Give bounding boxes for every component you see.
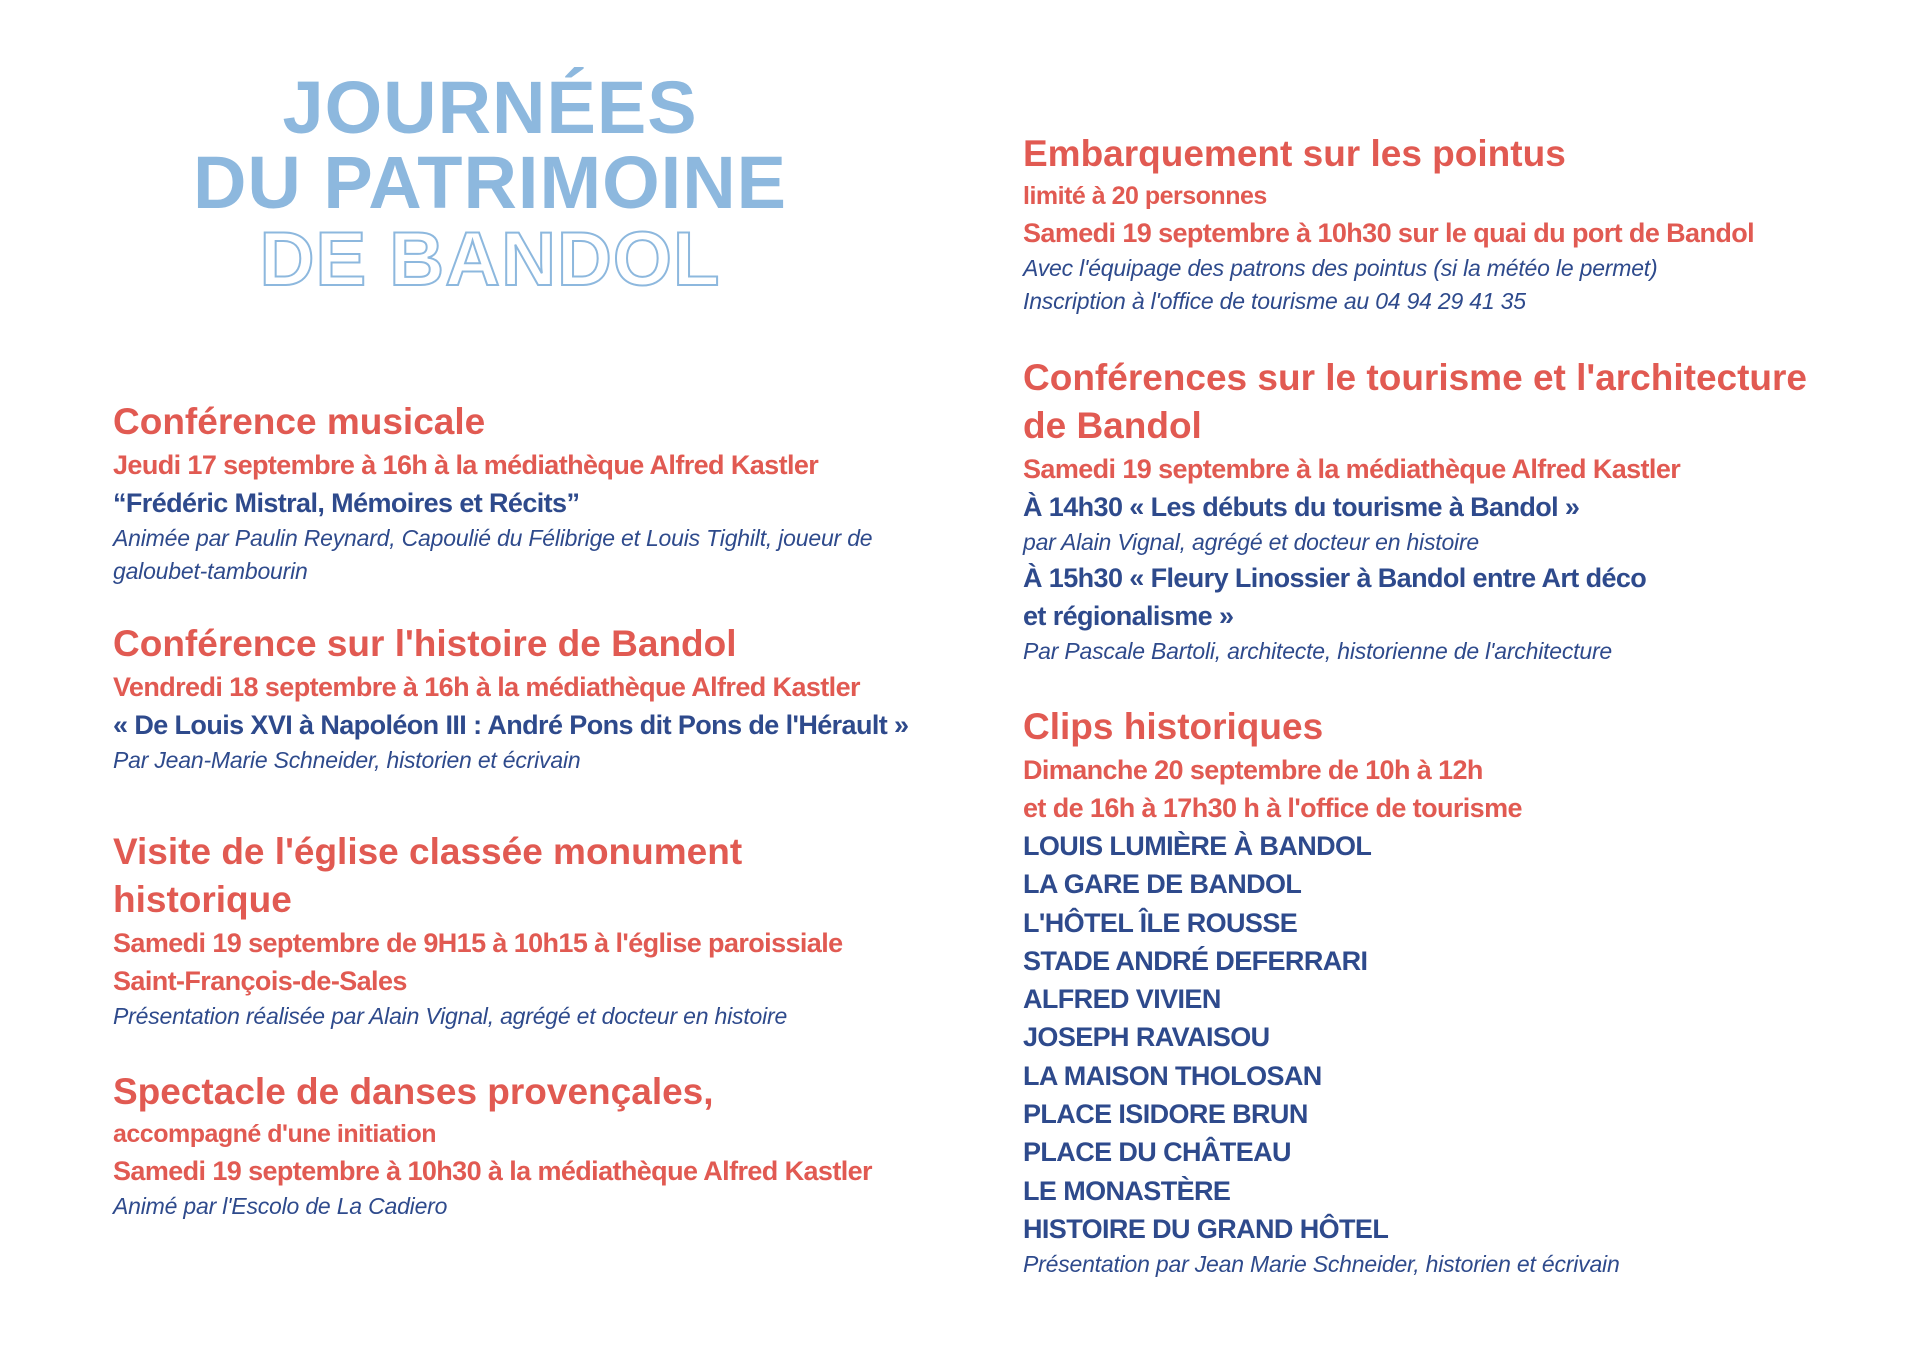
event-description: Inscription à l'office de tourisme au 04 94 29 41 35: [1023, 288, 1526, 314]
title-line-2: DU PATRIMOINE: [192, 141, 787, 225]
event-description: Présentation par Jean Marie Schneider, historien et écrivain: [1023, 1251, 1620, 1278]
clip-item: HISTOIRE DU GRAND HÔTEL: [1023, 1213, 1389, 1244]
event-title: Visite de l'église classée monument: [113, 831, 743, 872]
clip-item: LOUIS LUMIÈRE À BANDOL: [1023, 831, 1372, 861]
event-conferences-tourisme: [1023, 354, 1883, 668]
event-date: Jeudi 17 septembre à 16h à la médiathèque Alfred Kastler: [113, 450, 819, 480]
event-subtitle: accompagné d'une initiation: [113, 1120, 437, 1148]
clip-item: PLACE DU CHÂTEAU: [1023, 1137, 1291, 1168]
event-title: Conférences sur le tourisme et l'architecture: [1023, 357, 1808, 398]
event-description: galoubet-tambourin: [113, 558, 308, 584]
event-embarquement-pointus: [1023, 130, 1883, 318]
event-title: Conférence musicale: [113, 401, 486, 442]
event-visite-eglise: [113, 828, 973, 1033]
talk-description: par Alain Vignal, agrégé et docteur en histoire: [1023, 529, 1480, 555]
event-description: Avec l'équipage des patrons des pointus (si la météo le permet): [1023, 255, 1658, 281]
talk-description: Par Pascale Bartoli, architecte, historienne de l'architecture: [1023, 638, 1613, 664]
event-subtitle: “Frédéric Mistral, Mémoires et Récits”: [113, 488, 580, 518]
event-date: Samedi 19 septembre à 10h30 à la médiathèque Alfred Kastler: [113, 1156, 872, 1186]
event-date: Dimanche 20 septembre de 10h à 12h: [1023, 755, 1483, 785]
event-description: Animé par l'Escolo de La Cadiero: [113, 1193, 448, 1219]
clip-item: STADE ANDRÉ DEFERRARI: [1023, 945, 1368, 976]
event-date: Samedi 19 septembre à 10h30 sur le quai du port de Bandol: [1023, 218, 1755, 248]
clip-item: LE MONASTÈRE: [1023, 1175, 1231, 1206]
title-line-1: JOURNÉES: [282, 66, 698, 149]
clip-item: JOSEPH RAVAISOU: [1023, 1022, 1270, 1053]
event-spectacle-danses: [113, 1068, 973, 1223]
talk-title: À 15h30 « Fleury Linossier à Bandol entre Art déco: [1023, 563, 1647, 593]
event-title: Spectacle de danses provençales,: [113, 1071, 714, 1112]
talk-title: et régionalisme »: [1023, 601, 1234, 631]
event-description: Par Jean-Marie Schneider, historien et écrivain: [113, 747, 581, 773]
event-description: Présentation réalisée par Alain Vignal, agrégé et docteur en histoire: [113, 1003, 788, 1029]
page-title: [150, 66, 830, 302]
event-title: historique: [113, 879, 292, 920]
event-clips-historiques: [1023, 703, 1883, 1281]
event-date: et de 16h à 17h30 h à l'office de tourisme: [1023, 793, 1522, 823]
event-date: Samedi 19 septembre à la médiathèque Alfred Kastler: [1023, 454, 1681, 484]
talk-title: À 14h30 « Les débuts du tourisme à Bandol »: [1023, 492, 1580, 522]
clip-item: ALFRED VIVIEN: [1023, 984, 1221, 1015]
event-title: Conférence sur l'histoire de Bandol: [113, 623, 737, 664]
event-date: Samedi 19 septembre de 9H15 à 10h15 à l'église paroissiale: [113, 928, 843, 958]
event-description: Animée par Paulin Reynard, Capoulié du Félibrige et Louis Tighilt, joueur de: [113, 525, 873, 551]
event-conference-histoire: [113, 620, 973, 777]
event-date: Saint-François-de-Sales: [113, 966, 407, 996]
event-title: Embarquement sur les pointus: [1023, 133, 1566, 174]
event-title: Clips historiques: [1023, 706, 1324, 747]
event-date: Vendredi 18 septembre à 16h à la médiathèque Alfred Kastler: [113, 672, 860, 702]
clip-item: LA MAISON THOLOSAN: [1023, 1060, 1322, 1091]
clip-item: L'HÔTEL ÎLE ROUSSE: [1023, 907, 1298, 938]
clip-item: LA GARE DE BANDOL: [1023, 869, 1302, 900]
event-subtitle: limité à 20 personnes: [1023, 182, 1267, 210]
event-title: de Bandol: [1023, 405, 1202, 446]
clip-item: PLACE ISIDORE BRUN: [1023, 1099, 1308, 1130]
event-conference-musicale: [113, 398, 973, 588]
event-subtitle: « De Louis XVI à Napoléon III : André Pons dit Pons de l'Hérault »: [113, 710, 909, 740]
title-line-3: DE BANDOL: [259, 216, 721, 302]
